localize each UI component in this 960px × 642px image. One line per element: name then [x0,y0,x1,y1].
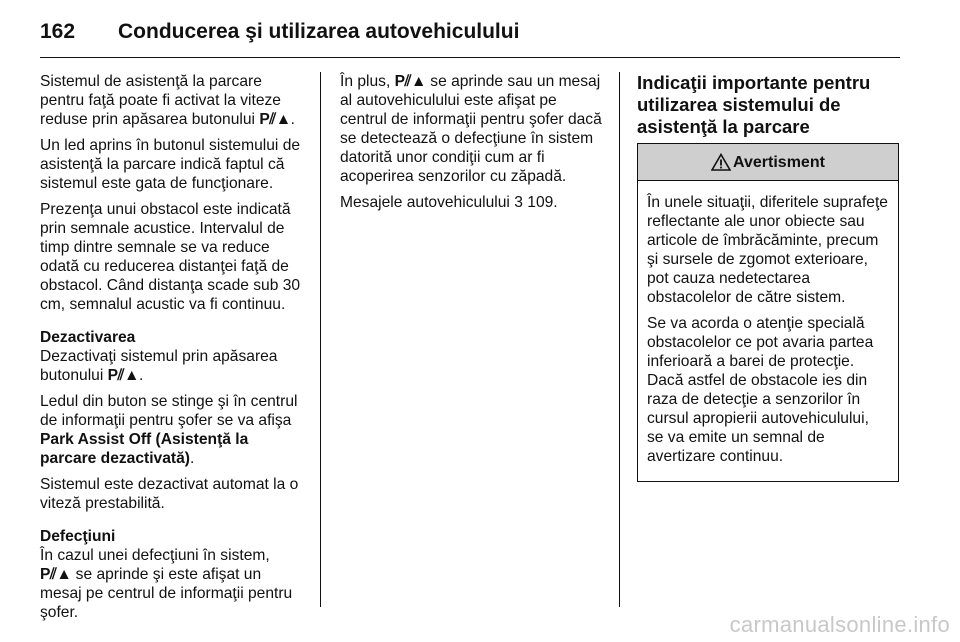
paragraph-fault: În cazul unei defecţiuni în sistem, P⫽▲ se aprinde şi este afişat un mesaj pe centrul de informaţii pentru şofer. [40,547,293,621]
warning-paragraph-1: În unele situaţii, diferitele suprafeţe reflectante ale unor obiecte sau articole de îmbrăcăminte, precum şi sursele de zgomot exterioare, pot cauza nedetectarea obstacolelor de către sistem. [647,194,888,306]
warning-box [637,143,899,482]
paragraph-fault-detail: În plus, P⫽▲ se aprinde sau un mesaj al autovehiculului este afişat pe centrul de informaţii pentru şofer dacă se detectează o defecţiune în sistem datorită unor condiţii cum ar fi acoperirea senzorilor cu zăpadă. [340,73,602,185]
column-1 [40,72,306,629]
column-3 [637,72,899,482]
chapter-title: Conducerea şi utilizarea autovehiculului [118,20,520,43]
paragraph-activation: Sistemul de asistenţă la parcare pentru faţă poate fi activat la viteze reduse prin apăsarea butonului P⫽▲. [40,73,295,128]
page-number: 162 [40,20,76,43]
page-reference-link[interactable]: 109. [527,194,558,211]
section-title: Indicaţii importante pentru utilizarea sistemului de asistenţă la parcare [637,72,871,137]
paragraph-led-off: Ledul din buton se stinge şi în centrul de informaţii pentru şofer se va afişa Park Assist Off (Asistenţă la parcare dezactivată). [40,393,298,467]
paragraph-obstacle: Prezenţa unui obstacol este indicată prin semnale acustice. Intervalul de timp dintre semnale se va reduce odată cu reducerea distanţei faţă de obstacol. Când distanţa scade sub 30 cm, semnalul acustic va fi continuu. [40,201,301,313]
heading-deactivation: Dezactivarea [40,329,136,346]
warning-body [638,181,898,481]
park-assist-icon: P⫽▲ [259,111,291,128]
warning-header [638,144,898,181]
paragraph-vehicle-messages: Mesajele autovehiculului 3 109. [340,194,558,211]
warning-paragraph-2: Se va acorda o atenţie specială obstacolelor ce pot avaria partea inferioară a barei de protecţie. Dacă astfel de obstacole ies din raza de detecţie a senzorilor în cursul apropierii autovehiculului, se va emite un semnal de avertizare continuu. [647,315,874,465]
park-assist-icon: P⫽▲ [107,367,139,384]
park-assist-icon: P⫽▲ [394,73,426,90]
warning-triangle-icon [711,153,731,171]
warning-label: Avertisment [733,153,825,171]
page-header [40,12,519,52]
header-divider [40,57,900,58]
watermark: carmanualsonline.info [729,612,950,637]
page-reference-arrow-icon: 3 [514,194,523,211]
column-divider-1 [320,72,321,607]
paragraph-deactivate: Dezactivaţi sistemul prin apăsarea butonului P⫽▲. [40,348,278,384]
heading-faults: Defecţiuni [40,528,116,545]
column-2 [340,72,606,219]
column-divider-2 [619,72,620,607]
paragraph-auto-deactivate: Sistemul este dezactivat automat la o viteză prestabilită. [40,476,299,512]
park-assist-icon: P⫽▲ [40,566,72,583]
park-assist-off-message: Park Assist Off (Asistenţă la parcare dezactivată) [40,431,249,467]
paragraph-led: Un led aprins în butonul sistemului de asistenţă la parcare indică faptul că sistemul este gata de funcţionare. [40,137,301,192]
